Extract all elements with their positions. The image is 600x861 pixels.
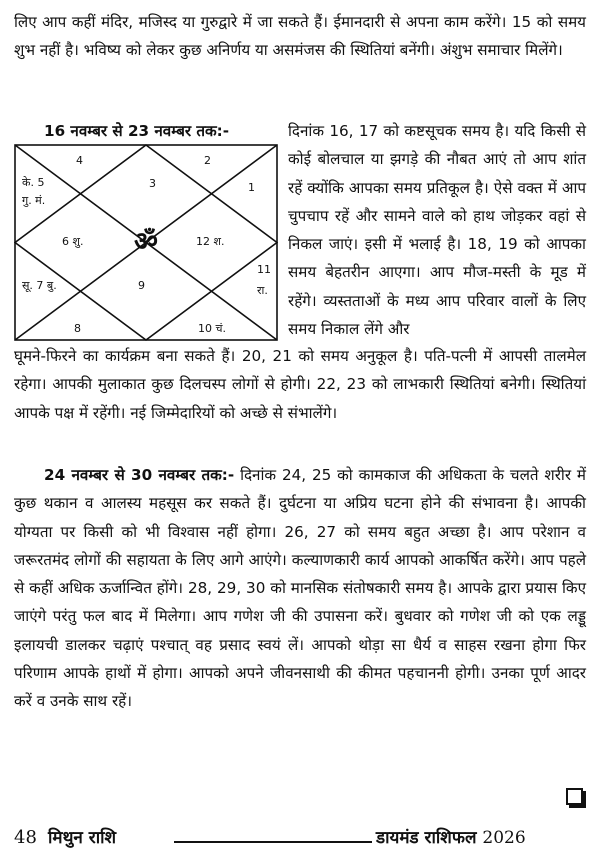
week2-text: दिनांक 24, 25 को कामकाज की अधिकता के चलते शरीर में कुछ थकान व आलस्य महसूस कर सकते हैं। दुर्घटना या अप्रिय घटना होने की संभावना है। आपकी योग्यता पर किसी को भी विश्वास नहीं होगा। 26, 27 को समय बहुत अच्छा है। आप परेशान व जरूरतमंद लोगों की सहायता के लिए आगे आएंगे। कल्याणकारी कार्य आपको आकर्षित करेंगे। आप पहले से कहीं अधिक ऊर्जान्वित होंगे। 28, 29, 30 को मानसिक संतोषकारी समय है। आपके द्वारा प्रयास किए जाएंगे परंतु फल बाद में मिलेगा। आप गणेश जी की उपासना करें। बुधवार को गणेश जी को एक लड्डू इलायची डालकर चढ़ाएं पश्चात् वह प्रसाद स्वयं लें। आपको थोड़ा सा धैर्य व साहस रखना होगा फिर परिणाम आपके हाथों में होगा। आपको अपने जीवनसाथी की कीमत पहचाननी होगी। उनका पूर्ण आदर करें व उनके साथ रहें।	[14, 466, 587, 711]
horoscope-chart	[14, 144, 278, 341]
week1-side-text	[288, 117, 586, 343]
house-2: 2	[204, 154, 211, 167]
footer-year: 2026	[482, 828, 526, 848]
house-10: 10 चं.	[198, 322, 226, 335]
house-4: 4	[76, 154, 83, 167]
end-mark-square-icon	[566, 788, 583, 805]
house-9: 9	[138, 279, 145, 292]
page-footer	[14, 823, 586, 853]
house-3: 3	[149, 177, 156, 190]
om-symbol: ॐ	[134, 227, 158, 257]
house-11-b: रा.	[257, 284, 268, 297]
week2-paragraph	[14, 461, 586, 716]
intro-paragraph: लिए आप कहीं मंदिर, मजिस्द या गुरुद्वारे में जा सकते हैं। ईमानदारी से अपना काम करेंगे। 15 को समय शुभ नहीं है। भविष्य को लेकर कुछ अनिर्णय या असमंजस की स्थितियां बनेंगी। अंशुभ समाचार मिलेंगे।	[14, 13, 586, 60]
footer-left-title: मिथुन राशि	[48, 828, 117, 848]
footer-right	[376, 823, 526, 853]
page-number: 48	[14, 827, 37, 848]
house-5-b: गु. मं.	[22, 194, 46, 207]
house-7: सू. 7 बु.	[22, 279, 57, 292]
house-12: 12 श.	[196, 235, 225, 248]
week1-heading: 16 नवम्बर से 23 नवम्बर तक:-	[44, 122, 230, 140]
house-5-a: के. 5	[22, 176, 45, 189]
week1-continued-text: घूमने-फिरने का कार्यक्रम बना सकते हैं। 20, 21 को समय अनुकूल है। पति-पत्नी में आपसी तालमेल रहेगा। आपकी मुलाकात कुछ दिलचस्प लोगों से होगी। 22, 23 को लाभकारी स्थितियां बनेगी। स्थितियां आपके पक्ष में रहेंगी। नई जिम्मेदारियों को अच्छे से संभालेंगे।	[14, 347, 586, 422]
house-6: 6 शु.	[62, 235, 84, 248]
footer-rule	[174, 841, 372, 843]
house-8: 8	[74, 322, 81, 335]
house-1: 1	[248, 181, 255, 194]
house-11-a: 11	[257, 263, 271, 276]
week1-side-body: दिनांक 16, 17 को कष्टसूचक समय है। यदि किसी से कोई बोलचाल या झगड़े की नौबत आएं तो आप शांत रहें क्योंकि आपका समय प्रतिकूल है। ऐसे वक्त में आप चुपचाप रहें और सामने वाले को हाथ जोड़कर वहां से निकल जाएं। इसी में भलाई है। 18, 19 को आपका समय बेहतरीन आएगा। आप मौज-मस्ती के मूड में रहेंगे। व्यस्तताओं के मध्य आप परिवार वालों के लिए समय निकाल लेंगे और	[288, 122, 586, 339]
week2-heading: 24 नवम्बर से 30 नवम्बर तक:-	[44, 466, 235, 484]
footer-right-title: डायमंड राशिफल	[376, 828, 477, 848]
